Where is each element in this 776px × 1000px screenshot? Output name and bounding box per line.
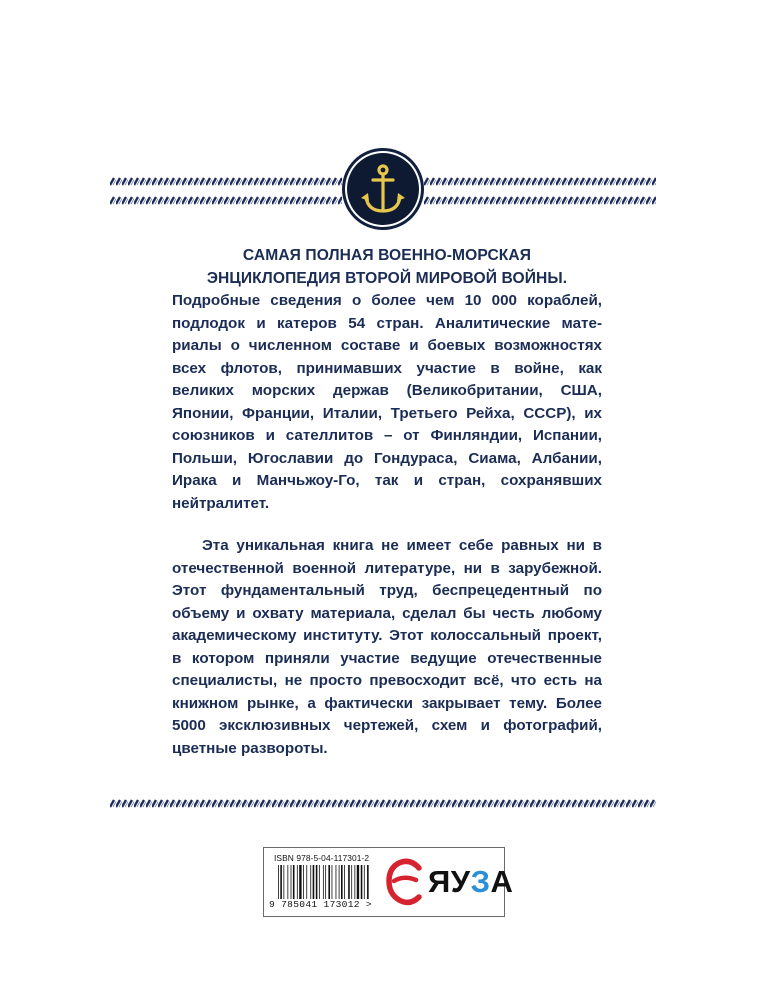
- rope-border-bottom: [110, 799, 656, 808]
- barcode-bar: [299, 865, 301, 899]
- barcode-bar: [316, 865, 318, 899]
- rope-border-top-right-upper: [424, 177, 656, 186]
- barcode-bar: [361, 865, 363, 899]
- heading: [172, 245, 602, 290]
- barcode-bar: [339, 865, 340, 899]
- rope-border-top-left-upper: [110, 177, 342, 186]
- barcode-bar: [310, 865, 311, 899]
- barcode-bar: [325, 865, 326, 899]
- heading-line-1: САМАЯ ПОЛНАЯ ВОЕННО-МОРСКАЯ: [242, 247, 532, 264]
- heading-line-2: ЭНЦИКЛОПЕДИЯ ВТОРОЙ МИРОВОЙ ВОЙНЫ.: [206, 269, 568, 287]
- anchor-emblem: [347, 153, 419, 225]
- isbn-digits: 9 785041 173012 >: [269, 899, 372, 910]
- barcode-bar: [348, 865, 350, 899]
- anchor-icon: [347, 153, 419, 225]
- publisher-logo-text: ЯУЗА: [428, 864, 514, 899]
- barcode-bar: [280, 865, 282, 899]
- barcode-bar: [303, 865, 304, 899]
- barcode-bar: [367, 865, 369, 899]
- barcode-bar: [278, 865, 279, 899]
- eksmo-e-logo: [386, 856, 422, 908]
- barcode-bar: [293, 865, 295, 899]
- barcode-bar: [336, 865, 337, 899]
- barcode-bar: [341, 865, 343, 899]
- barcode-bar: [319, 865, 320, 899]
- barcode-bar: [344, 865, 345, 899]
- barcode-bar: [313, 865, 315, 899]
- barcode-bar: [357, 865, 359, 899]
- barcode-bar: [323, 865, 324, 899]
- barcode-bar: [364, 865, 365, 899]
- barcode-bar: [351, 865, 352, 899]
- barcode-bar: [283, 865, 284, 899]
- rope-border-top-right-lower: [424, 196, 656, 205]
- barcode-bar: [328, 865, 330, 899]
- paragraph-1: Подробные сведения о более чем 10 000 кораблей, подлодок и катеров 54 стран. Аналитические материалы о численном составе и боевых возможностях всех флотов, принимавших участие в войне, как великих морских держав (Великобритании, США, Японии, Франции, Италии, Третьего Рейха, СССР), их союзников и сателлитов – от Финляндии, Испании, Польши, Югославии до Гондураса, Сиама, Албании, Ирака и Манчьжоу-Го, так и стран, сохранявших нейтралитет.: [172, 292, 602, 512]
- barcode-bar: [291, 865, 292, 899]
- rope-border-top-left-lower: [110, 196, 342, 205]
- isbn-barcode-box: [263, 847, 514, 917]
- isbn-label: ISBN 978-5-04-117301-2: [274, 853, 370, 863]
- barcode-bar: [287, 865, 288, 899]
- barcode-bar: [306, 865, 307, 899]
- barcode-bar: [354, 865, 355, 899]
- barcode-bar: [297, 865, 298, 899]
- barcode: [278, 865, 378, 899]
- description-text: [172, 245, 602, 760]
- barcode-bar: [332, 865, 333, 899]
- paragraph-2: Эта уникальная книга не имеет себе равных ни в отечественной военной литературе, ни в зарубежной. Этот фундаментальный труд, беспрецедентный по объему и охвату материала, сделал бы честь любому академическому институту. Этот колоссальный проект, в котором приняли участие ведущие отечественные специалисты, не просто превосходит всё, что есть на книжном рынке, а фактически закрывает тему. Более 5000 эксклюзивных чертежей, схем и фотографий, цветные развороты.: [172, 537, 602, 757]
